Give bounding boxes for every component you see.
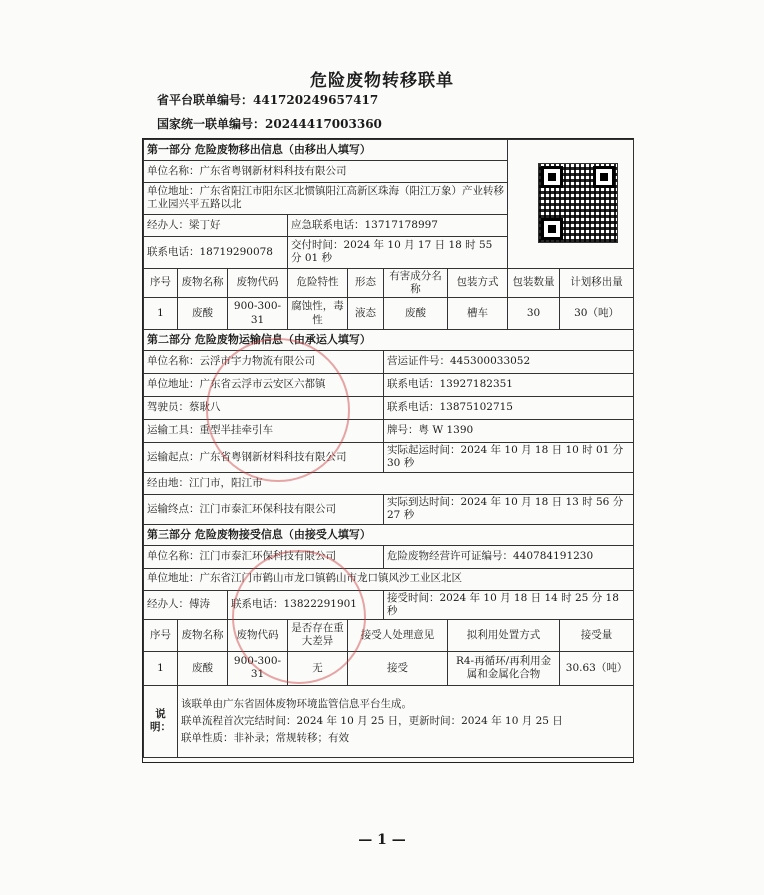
part2-end-point: 运输终点：江门市泰汇环保科技有限公司	[144, 494, 384, 524]
part2-vehicle: 运输工具：重型半挂牵引车	[144, 419, 384, 442]
column-header: 废物代码	[228, 619, 288, 651]
cell: 30	[508, 298, 560, 330]
part3-contact-phone: 联系电话：13822291901	[228, 590, 384, 619]
notes-line: 该联单由广东省固体废物环境监管信息平台生成。	[181, 697, 412, 710]
part2-driver: 驾驶员：蔡耿八	[144, 396, 384, 419]
part1-column-headers	[144, 268, 634, 297]
cell: 30（吨）	[560, 298, 634, 330]
part3-unit-address: 单位地址：广东省江门市鹤山市龙口镇鹤山市龙口镇风沙工业区北区	[144, 568, 634, 590]
part3-receive-time: 接受时间：2024 年 10 月 18 日 14 时 25 分 18 秒	[384, 590, 634, 619]
notes-text	[178, 685, 634, 757]
notes-line: 联单性质：非补录；常规转移；有效	[181, 731, 349, 744]
qr-finder-pattern	[541, 166, 563, 188]
part1-emergency-phone: 应急联系电话：13717178997	[288, 214, 508, 236]
part1-handler: 经办人：梁丁好	[144, 214, 288, 236]
part3-license-number: 危险废物经营许可证编号：440784191230	[384, 545, 634, 568]
part1-header: 第一部分 危险废物移出信息（由移出人填写）	[144, 140, 508, 161]
cell: 废酸	[384, 298, 448, 330]
notes-label: 说明：	[144, 685, 178, 757]
cell: 废酸	[178, 298, 228, 330]
cell: 槽车	[448, 298, 508, 330]
column-header: 计划移出量	[560, 268, 634, 297]
column-header: 包装方式	[448, 268, 508, 297]
part1-unit-address: 单位地址：广东省阳江市阳东区北惯镇阳江高新区珠海（阳江万象）产业转移工业园兴平五路以北	[144, 182, 508, 214]
part2-plate: 牌号：粤 W 1390	[384, 419, 634, 442]
cell: 接受	[348, 651, 448, 685]
part1-header-row	[144, 140, 634, 161]
part2-unit-name: 单位名称：云浮市宇力物流有限公司	[144, 350, 384, 373]
table-row	[144, 651, 634, 685]
cell: 废酸	[178, 651, 228, 685]
part2-unit-address: 单位地址：广东省云浮市云安区六都镇	[144, 373, 384, 396]
cell: 液态	[348, 298, 384, 330]
column-header: 包装数量	[508, 268, 560, 297]
column-header: 接受量	[560, 619, 634, 651]
column-header: 废物名称	[178, 268, 228, 297]
cell: 900-300-31	[228, 298, 288, 330]
part2-route: 经由地：江门市，阳江市	[144, 472, 634, 494]
cell: 1	[144, 651, 178, 685]
part1-handover-time: 交付时间：2024 年 10 月 17 日 18 时 55 分 01 秒	[288, 236, 508, 268]
column-header: 有害成分名称	[384, 268, 448, 297]
qr-finder-pattern	[593, 166, 615, 188]
national-number: 国家统一联单编号：20244417003360	[157, 117, 382, 131]
cell: 30.63（吨）	[560, 651, 634, 685]
document-title: 危险废物转移联单	[310, 71, 454, 91]
part2-permit-number: 营运证件号：445300033052	[384, 350, 634, 373]
column-header: 废物名称	[178, 619, 228, 651]
qr-code-icon	[538, 163, 618, 243]
column-header: 接受人处理意见	[348, 619, 448, 651]
column-header: 序号	[144, 268, 178, 297]
part3-column-headers	[144, 619, 634, 651]
cell: 900-300-31	[228, 651, 288, 685]
part2-start-point: 运输起点：广东省粤钢新材料科技有限公司	[144, 442, 384, 472]
part1-contact-phone: 联系电话：18719290078	[144, 236, 288, 268]
part3-unit-name: 单位名称：江门市泰汇环保科技有限公司	[144, 545, 384, 568]
part3-header: 第三部分 危险废物接受信息（由接受人填写）	[144, 524, 634, 545]
part2-header: 第二部分 危险废物运输信息（由承运人填写）	[144, 330, 634, 351]
cell: 1	[144, 298, 178, 330]
column-header: 是否存在重大差异	[288, 619, 348, 651]
part2-start-time: 实际起运时间：2024 年 10 月 18 日 10 时 01 分 30 秒	[384, 442, 634, 472]
part2-driver-phone: 联系电话：13875102715	[384, 396, 634, 419]
part2-arrival-time: 实际到达时间：2024 年 10 月 18 日 13 时 56 分 27 秒	[384, 494, 634, 524]
part3-handler: 经办人：傅涛	[144, 590, 228, 619]
part2-contact-phone: 联系电话：13927182351	[384, 373, 634, 396]
cell: 腐蚀性，毒性	[288, 298, 348, 330]
cell: R4-再循环/再利用金属和金属化合物	[448, 651, 560, 685]
notes-line: 联单流程首次完结时间：2024 年 10 月 25 日，更新时间：2024 年 10 月 25 日	[181, 714, 563, 727]
column-header: 形态	[348, 268, 384, 297]
column-header: 废物代码	[228, 268, 288, 297]
provincial-number: 省平台联单编号：441720249657417	[157, 93, 379, 107]
part1-unit-name: 单位名称：广东省粤钢新材料科技有限公司	[144, 160, 508, 182]
qr-finder-pattern	[541, 218, 563, 240]
cell: 无	[288, 651, 348, 685]
table-row	[144, 298, 634, 330]
column-header: 危险特性	[288, 268, 348, 297]
column-header: 拟利用处置方式	[448, 619, 560, 651]
column-header: 序号	[144, 619, 178, 651]
page-number: — 1 —	[358, 832, 406, 848]
